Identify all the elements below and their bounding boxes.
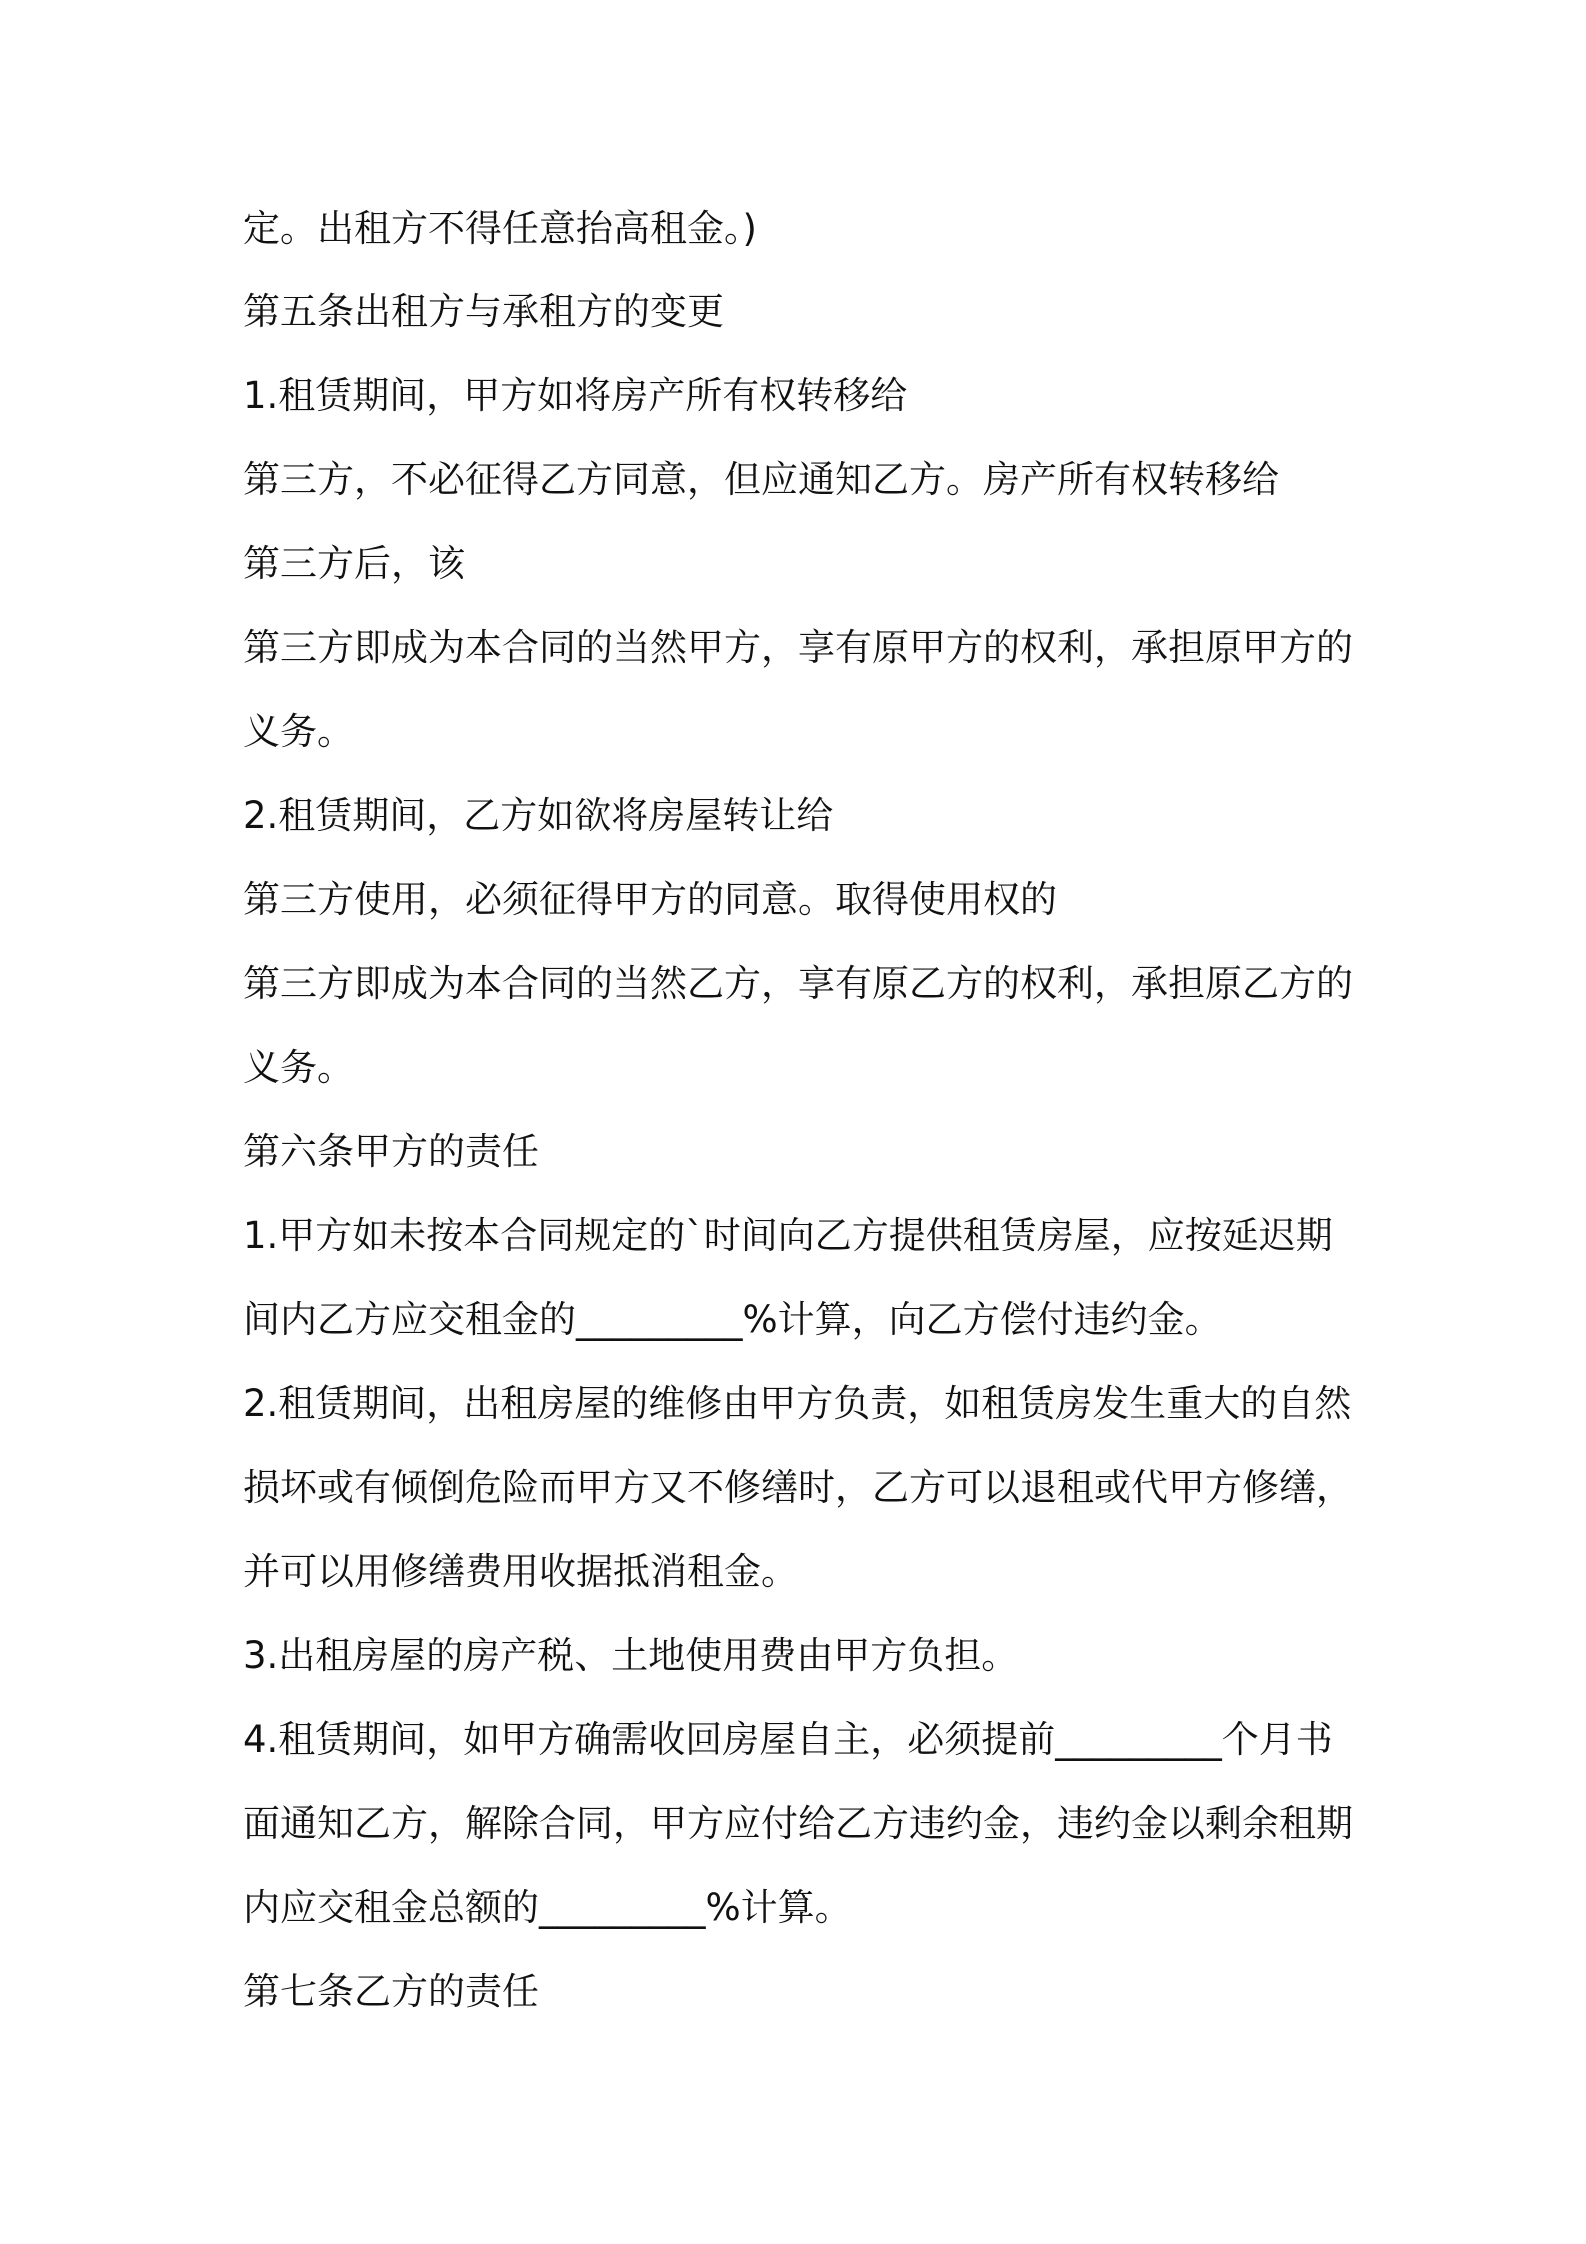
section-heading: 第六条甲方的责任 [243,1130,539,1173]
text-line: 损坏或有倾倒危险而甲方又不修缮时，乙方可以退租或代甲方修缮， [243,1466,1353,1509]
text-line: 并可以用修缮费用收据抵消租金。 [243,1550,798,1593]
text-line: 2.租赁期间，乙方如欲将房屋转让给 [243,794,834,837]
text-line: 3.出租房屋的房产税、土地使用费由甲方负担。 [243,1634,1019,1677]
text-line: 第三方即成为本合同的当然乙方，享有原乙方的权利，承担原乙方的 [243,962,1353,1005]
section-heading: 第五条出租方与承租方的变更 [243,290,724,333]
text-line: 间内乙方应交租金的_________%计算，向乙方偿付违约金。 [243,1298,1222,1341]
text-line: 1.租赁期间，甲方如将房产所有权转移给 [243,374,908,417]
text-line: 面通知乙方，解除合同，甲方应付给乙方违约金，违约金以剩余租期 [243,1802,1353,1845]
text-line: 1.甲方如未按本合同规定的`时间向乙方提供租赁房屋，应按延迟期 [243,1214,1333,1257]
text-line: 定。出租方不得任意抬高租金。) [243,207,757,250]
text-line: 内应交租金总额的_________%计算。 [243,1886,852,1929]
text-line: 第三方即成为本合同的当然甲方，享有原甲方的权利，承担原甲方的 [243,626,1353,669]
text-line: 4.租赁期间，如甲方确需收回房屋自主，必须提前_________个月书 [243,1718,1333,1761]
text-line: 2.租赁期间，出租房屋的维修由甲方负责，如租赁房发生重大的自然 [243,1382,1352,1425]
text-line: 第三方使用，必须征得甲方的同意。取得使用权的 [243,878,1057,921]
text-line: 第三方后，该 [243,542,465,585]
text-line: 义务。 [243,1046,354,1089]
section-heading: 第七条乙方的责任 [243,1970,539,2013]
text-line: 第三方，不必征得乙方同意，但应通知乙方。房产所有权转移给 [243,458,1279,501]
text-line: 义务。 [243,710,354,753]
